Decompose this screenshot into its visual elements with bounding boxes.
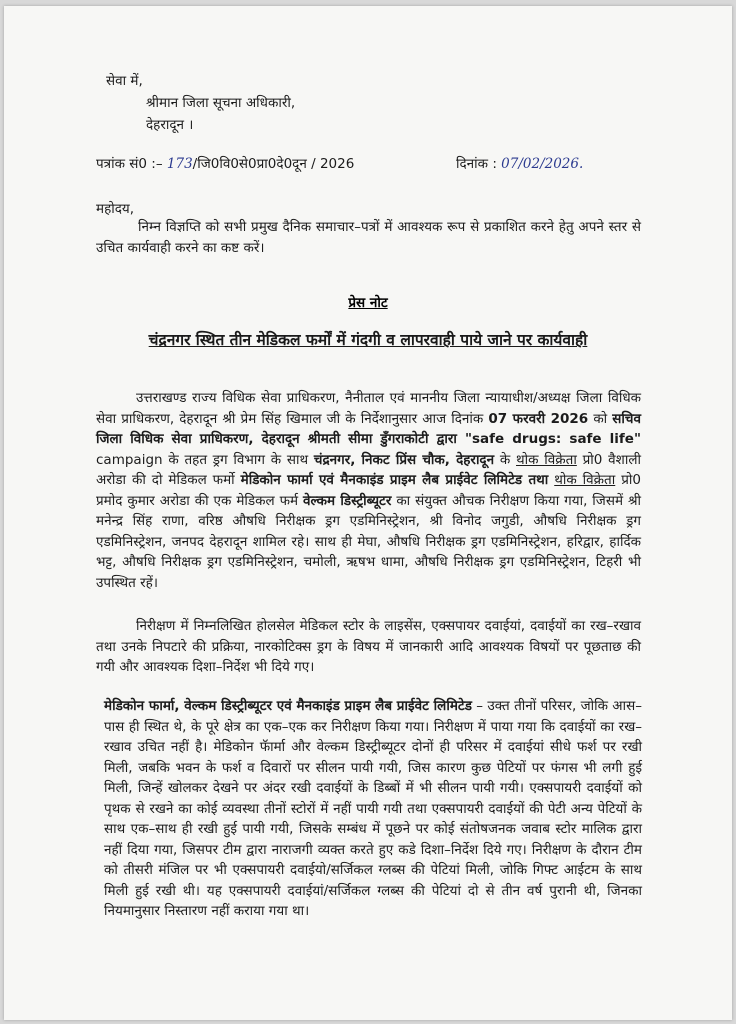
reference-number: 173 <box>166 156 193 172</box>
p1-text-4: के <box>499 451 511 468</box>
p1-wholesaler-2: थोक विक्रेता <box>554 472 616 488</box>
p3-firms: मेडिकोन फार्मा, वेल्कम डिस्ट्रीब्यूटर एवं मैनकाइंड प्राइम लैब प्राईवेट लिमिटेड <box>104 698 472 714</box>
reference-date <box>456 154 583 175</box>
p1-secretary: सचिव जिला विधिक सेवा प्राधिकरण, देहरादून श्रीमती सीमा डुँगराकोटी द्वारा "safe drugs: safe life" <box>96 410 641 447</box>
reference-prefix: पत्रांक सं0 :– <box>96 156 163 172</box>
p1-text-2: को <box>593 410 608 427</box>
p1-wholesaler-1: थोक विक्रेता <box>516 451 577 468</box>
reference-suffix: /जि0वि0से0प्रा0दे0दून / 2026 <box>192 156 355 172</box>
p1-firms-1: मेडिकोन फार्मा एवं मैनकाइंड प्राइम लैब प्राईवेट लिमिटेड तथा <box>240 472 549 488</box>
reference-line <box>96 154 636 175</box>
paragraph-1 <box>96 388 641 593</box>
p3-text: – उक्त तीनों परिसर, जोकि आस–पास ही स्थित थे, के पूरे क्षेत्र का एक–एक कर निरीक्षण किया गया। निरीक्षण में पाया गया कि दवाईयों का रख–रखाव उचित नहीं है। मेडिकोन फॅार्मा और वेल्कम डिस्ट्रीब्यूटर दोनों ही परिसर में दवाईयां सीधे फर्श पर रखी मिली, जबकि भवन के फर्श व दिवारों पर सीलन पायी गयी, जिस कारण कुछ पेटियों पर फंगस भी लगी हुई मिली, जिन्हें खोलकर देखने पर अंदर रखी दवाईयों के डिब्बों में भी सीलन पायी गयी। एक्सपायरी दवाईयों को पृथक से रखने का कोई व्यवस्था तीनों स्टोरों में नहीं पायी गयी तथा एक्सपायरी दवाईयों की पेटी अन्य पेटियों के साथ एक–साथ ही रखी हुई पायी गयी, जिसके सम्बंध में पूछने पर कोई संतोषजनक जवाब स्टोर मालिक द्वारा नहीं दिया गया, जिसपर टीम द्वारा नाराजगी व्यक्त करते हुए कडे दिशा–निर्देश दिये गए। निरीक्षण के दौरान टीम को तीसरी मंजिल पर भी एक्सपायरी दवाईयो/सर्जिकल ग्लब्स की पेटियां मिली, जोकि गिफ्ट आईटम के साथ मिली हुई रखी थी। यह एक्सपायरी दवाईयां/सर्जिकल ग्लब्स की पेटियां दो से तीन वर्ष पुरानी थी, जिनका नियमानुसार निस्तारण नहीं कराया गया था। <box>104 698 642 919</box>
press-note-title: प्रेस नोट <box>348 295 388 311</box>
date-value: 07/02/2026. <box>501 156 584 172</box>
paragraph-3 <box>104 696 642 922</box>
p1-firm-2: वेल्कम डिस्ट्रीब्यूटर <box>303 492 392 509</box>
p1-text-6: प्रो0 प्रमोद कुमार अरोडा की एक मेडिकल फर्म <box>96 472 641 509</box>
request-paragraph <box>96 217 641 258</box>
p1-text-1: उत्तराखण्ड राज्य विधिक सेवा प्राधिकरण, नैनीताल एवं माननीय जिला न्यायाधीश/अध्यक्ष जिला विधिक सेवा प्राधिकरण, देहरादून श्री प्रेम सिंह खिमाल जी के निर्देशानुसार आज दिनांक <box>96 390 641 427</box>
address-block <box>106 71 295 137</box>
headline: चंद्रनगर स्थित तीन मेडिकल फर्मों में गंदगी व लापरवाही पाये जाने पर कार्यवाही <box>148 331 588 349</box>
p1-text-5: प्रो0 वैशाली अरोडा की दो मेडिकल फर्मो <box>96 451 641 488</box>
p1-location: चंद्रनगर, निकट प्रिंस चौक, देहरादून <box>313 451 495 468</box>
request-text: निम्न विज्ञप्ति को सभी प्रमुख दैनिक समाचार–पत्रों में आवश्यक रूप से प्रकाशित करने हेतु अपने स्तर से उचित कार्यवाही करने का कष्ट करें। <box>96 219 641 256</box>
salutation: महोदय, <box>96 201 135 217</box>
p1-text-7: का संयुक्त औचक निरीक्षण किया गया, जिसमें श्री मनेन्द्र सिंह राणा, वरिष्ठ औषधि निरीक्षक ड्रग एडमिनिस्ट्रेशन, श्री विनोद जगुडी, औषधि निरीक्षक ड्रग एडमिनिस्ट्रेशन, जनपद देहरादून शामिल रहे। साथ ही मेघा, औषधि निरीक्षक ड्रग एडमिनिस्ट्रेशन, हरिद्वार, हार्दिक भट्ट, औषधि निरीक्षक ड्रग एडमिनिस्ट्रेशन, चमोली, ऋषभ धामा, औषधि निरीक्षक ड्रग एडमिनिस्ट्रेशन, टिहरी भी उपस्थित रहें। <box>96 492 642 591</box>
p1-date: 07 फरवरी 2026 <box>488 410 589 427</box>
date-label: दिनांक : <box>456 156 497 172</box>
address-city: देहरादून । <box>146 117 194 133</box>
document-page <box>4 6 732 1020</box>
address-to: सेवा में, <box>106 73 143 89</box>
address-officer: श्रीमान जिला सूचना अधिकारी, <box>146 95 296 111</box>
p1-text-3: campaign के तहत ड्रग विभाग के साथ <box>96 451 309 468</box>
paragraph-2: निरीक्षण में निम्नलिखित होलसेल मेडिकल स्टोर के लाइसेंस, एक्सपायर दवाईयां, दवाईयों का रख–रखाव तथा उनके निपटारे की प्रक्रिया, नारकोटिक्स ड्रग के विषय में जानकारी आदि आवश्यक विषयों पर पूछताछ की गयी और आवश्यक दिशा–निर्देश भी दिये गए। <box>96 618 641 675</box>
